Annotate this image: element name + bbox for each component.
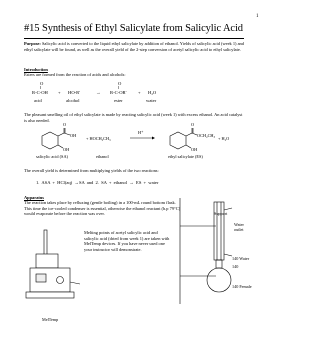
meltemp-illustration (22, 228, 82, 308)
carbonyl-o-left: O (40, 81, 44, 86)
water-formula: H₂O (148, 90, 157, 95)
benzene-ring-right (170, 132, 186, 149)
meltemp-thermometer (44, 230, 47, 256)
meltemp-head (36, 254, 58, 268)
overall-equation: 1. ASA + HCl(aq) →SA and 2. SA + ethanol → ES + water (36, 180, 159, 185)
label-ethyl-salicylate: ethyl salicylate (ES) (168, 154, 203, 159)
water-outlet-label: Water outlet (234, 222, 244, 232)
water-outlet-tube (224, 208, 232, 210)
pleasant-paragraph: The pleasant smelling oil of ethyl salicylate is made by reacting salicylic acid (week 1) with excess ethanol. An acid catalyst is also needed. (24, 112, 243, 123)
double-bond-right: ‖ (118, 85, 120, 90)
page-number: 1 (256, 14, 259, 19)
meltemp-knob (57, 277, 64, 284)
purpose-paragraph (24, 41, 246, 52)
label-alcohol: alcohol (66, 98, 80, 103)
meltemp-base (26, 292, 74, 298)
flask-neck (216, 260, 222, 268)
support-label: Support (214, 211, 228, 216)
page-title: #15 Synthesis of Ethyl Salicylate from Salicylic Acid (24, 23, 243, 34)
water-inlet-label: 140 Water (232, 256, 250, 261)
acid-catalyst: H⁺ (138, 130, 144, 135)
meltemp-label: MelTemp (42, 317, 59, 322)
ester-equation (30, 80, 230, 110)
benzene-ring-left (42, 132, 58, 149)
water-byproduct: + H₂O (218, 136, 230, 141)
overall-yield-text: The overall yield is determined from multiplying yields of the two reactions: (24, 168, 159, 173)
label-acid: acid (34, 98, 42, 103)
apparatus-text: The reaction takes place by refluxing (gentle boiling) in a 100-mL round bottom flask. This time the ice-cooled condenser is essential, otherwise the ethanol reactant (b.p 79°C) would evaporate before the reaction was over. (24, 200, 181, 217)
reaction-arrow: → (96, 90, 101, 95)
label-water: water (146, 98, 157, 103)
cooh-oh-sa: OH (70, 133, 77, 138)
water-inlet-tube (224, 254, 232, 256)
meltemp-window (36, 274, 46, 282)
label-ester: ester (114, 98, 123, 103)
bond-cooh-left (58, 133, 64, 136)
title-divider (24, 38, 244, 39)
carbonyl-o-right: O (118, 81, 122, 86)
purpose-text: Salicylic acid is converted to the liquid ethyl salicylate by addition of ethanol. Yields of salicylic acid (week 1) and ethyl salicylate will be found, as well as the overall yield of the 2-step conversion of acetyl salicylic acid to ethyl salicylate. (24, 41, 244, 52)
acid-formula: R-C-OH (32, 90, 48, 95)
label-ethanol: ethanol (96, 154, 109, 159)
double-bond-left: ‖ (40, 85, 42, 90)
ester-formula: R-C-OR' (110, 90, 127, 95)
reaction-arrow-head (152, 137, 155, 140)
label-salicylic-acid: salicylic acid (SA) (36, 154, 68, 159)
carbonyl-o-es: O (191, 122, 195, 127)
ethanol-reagent: + HOCH₂CH₃ (86, 136, 111, 141)
ester-group: OCH₂CH₃ (197, 133, 216, 138)
introduction-heading: Introduction (24, 67, 48, 72)
introduction-text: Esters are formed from the reaction of acids and alcohols: (24, 72, 126, 77)
plus-sign-2: + (138, 90, 141, 95)
flask-label: 140 Female (232, 284, 252, 289)
apparatus-heading: Apparatus (24, 195, 45, 200)
carbonyl-o-sa: O (63, 122, 67, 127)
melting-point-text: Melting points of acetyl salicylic acid and salicylic acid (dried from week 1) are taken with MelTemp devices. If you have never used one your instructor will demonstrate. (84, 230, 170, 252)
plus-sign: + (58, 90, 61, 95)
purpose-label: Purpose: (24, 41, 41, 46)
phenol-oh-es: OH (191, 147, 198, 152)
alcohol-formula: HO-R' (68, 90, 81, 95)
round-bottom-flask (207, 268, 231, 292)
bond-ester-right (186, 133, 192, 136)
salicylate-reaction (30, 124, 240, 164)
meltemp-cord (70, 282, 80, 284)
phenol-oh-sa: OH (63, 147, 70, 152)
joint-label-1: 140 (232, 264, 239, 269)
